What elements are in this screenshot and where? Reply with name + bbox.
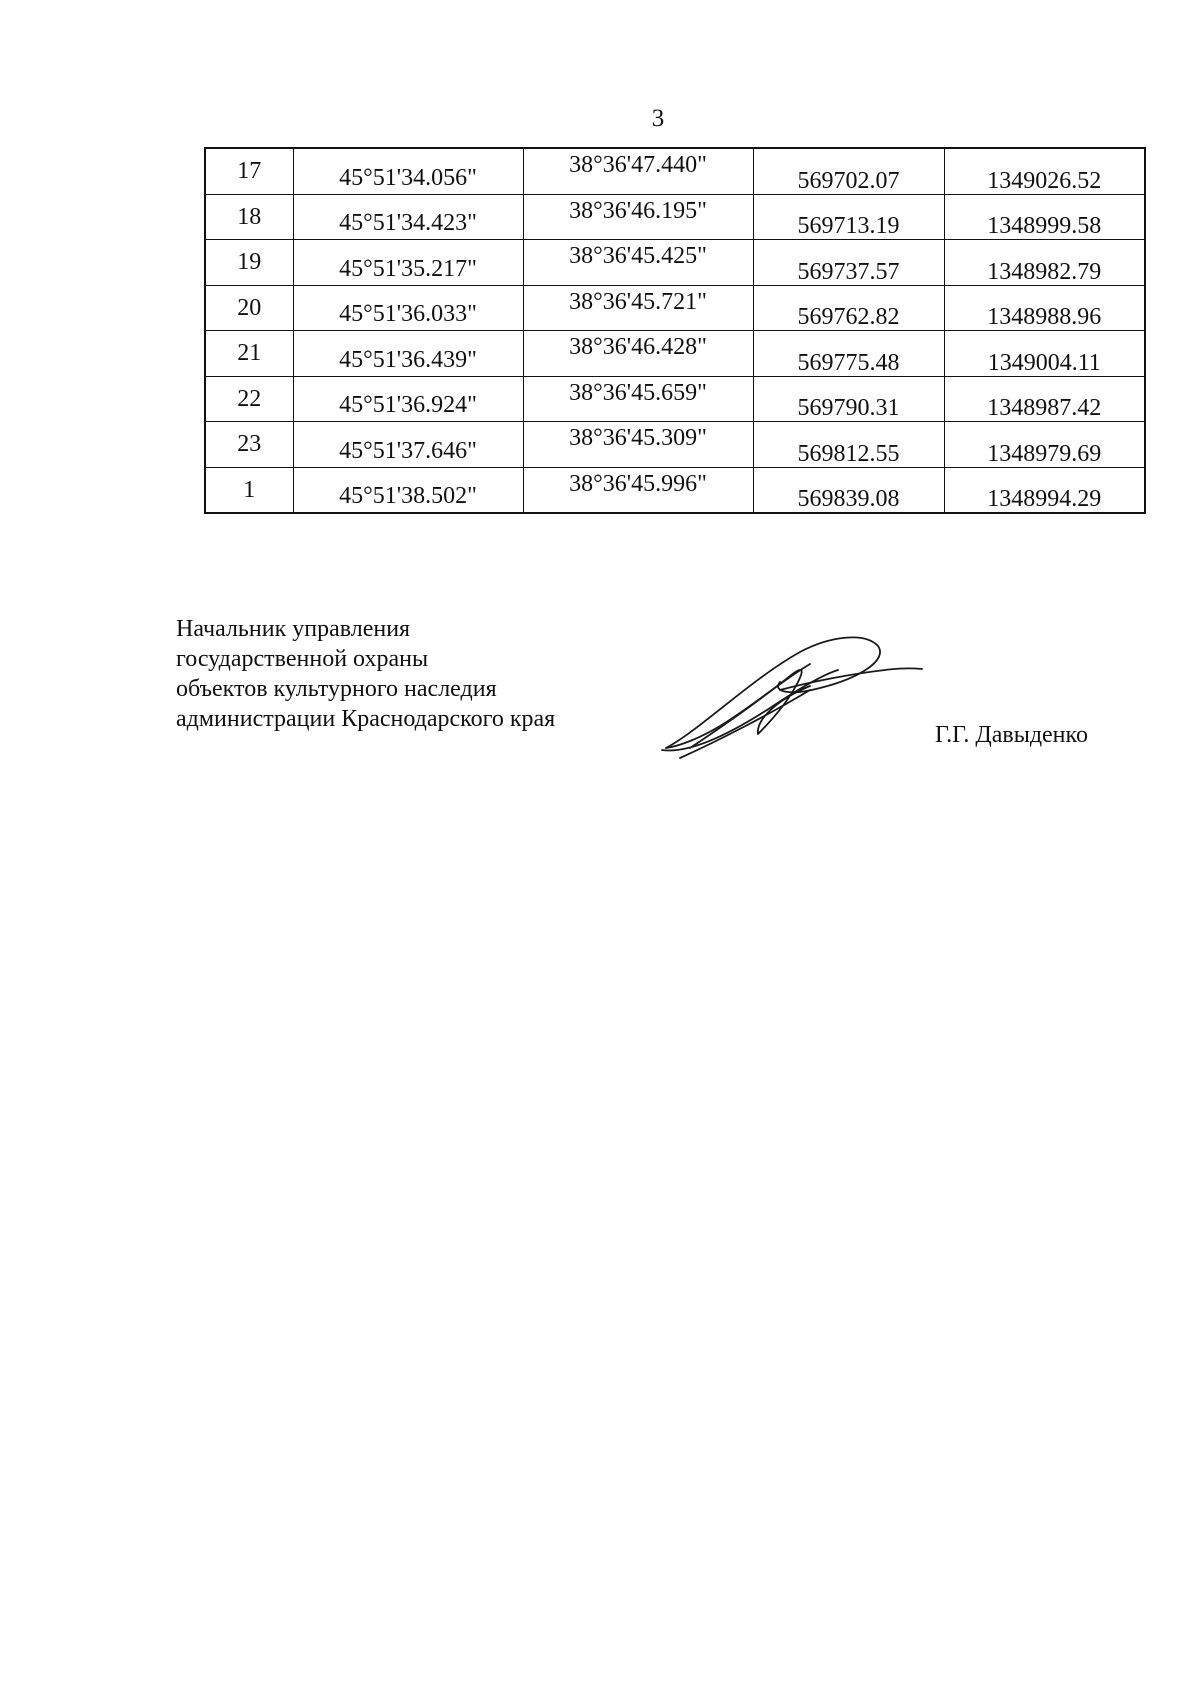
x-coordinate-value: 569812.55: [797, 440, 900, 467]
y-coordinate-value: 1348999.58: [987, 213, 1102, 239]
x-coordinate-value: 569775.48: [797, 349, 900, 376]
y-coordinate-cell: [944, 422, 1145, 468]
y-coordinate-value: 1348979.69: [987, 440, 1102, 467]
latitude-cell: [293, 148, 523, 194]
x-coordinate-cell: [753, 331, 944, 377]
point-number-cell: [205, 194, 293, 240]
table-row: [205, 148, 1145, 194]
latitude-cell: [293, 376, 523, 422]
point-number: 20: [237, 294, 262, 321]
signatory-name: Г.Г. Давыденко: [935, 722, 1088, 748]
x-coordinate-cell: [753, 285, 944, 331]
point-number: 18: [237, 203, 262, 230]
handwritten-signature: [660, 630, 930, 760]
point-number-cell: [205, 376, 293, 422]
longitude-cell: [523, 240, 753, 286]
y-coordinate-cell: [944, 285, 1145, 331]
page-number: 3: [651, 105, 665, 132]
longitude-cell: [523, 194, 753, 240]
x-coordinate-value: 569737.57: [797, 258, 900, 285]
y-coordinate-value: 1348994.29: [987, 486, 1102, 512]
latitude-cell: [293, 194, 523, 240]
x-coordinate-cell: [753, 422, 944, 468]
x-coordinate-cell: [753, 240, 944, 286]
y-coordinate-cell: [944, 467, 1145, 513]
point-number-cell: [205, 467, 293, 513]
y-coordinate-value: 1348988.96: [987, 304, 1102, 330]
point-number-cell: [205, 148, 293, 194]
point-number-cell: [205, 331, 293, 377]
longitude-value: 38°36'46.428": [569, 334, 707, 360]
table-row: [205, 240, 1145, 286]
longitude-cell: [523, 331, 753, 377]
table-row: [205, 194, 1145, 240]
point-number: 22: [237, 385, 262, 412]
y-coordinate-cell: [944, 376, 1145, 422]
x-coordinate-cell: [753, 148, 944, 194]
y-coordinate-cell: [944, 148, 1145, 194]
latitude-value: 45°51'36.033": [339, 301, 477, 327]
longitude-value: 38°36'45.996": [569, 470, 707, 497]
longitude-value: 38°36'47.440": [569, 152, 707, 178]
table-row: [205, 376, 1145, 422]
latitude-cell: [293, 422, 523, 468]
point-number: 19: [237, 249, 262, 275]
y-coordinate-cell: [944, 240, 1145, 286]
y-coordinate-value: 1349004.11: [987, 349, 1101, 376]
latitude-cell: [293, 467, 523, 513]
signatory-title-line: администрации Краснодарского края: [176, 706, 556, 732]
y-coordinate-value: 1348987.42: [987, 395, 1102, 421]
latitude-cell: [293, 331, 523, 377]
latitude-value: 45°51'36.924": [339, 392, 477, 418]
x-coordinate-cell: [753, 194, 944, 240]
signatory-title: [176, 614, 555, 734]
x-coordinate-value: 569713.19: [797, 213, 900, 239]
longitude-cell: [523, 422, 753, 468]
point-number: 17: [237, 158, 262, 184]
coordinates-table: [204, 147, 1146, 514]
table-row: [205, 285, 1145, 331]
x-coordinate-value: 569762.82: [797, 304, 900, 330]
y-coordinate-value: 1348982.79: [987, 258, 1102, 285]
table-row: [205, 331, 1145, 377]
x-coordinate-value: 569702.07: [797, 167, 900, 194]
longitude-value: 38°36'45.425": [569, 243, 707, 269]
latitude-value: 45°51'34.056": [339, 164, 477, 191]
point-number: 21: [237, 340, 262, 366]
x-coordinate-value: 569790.31: [797, 395, 900, 421]
x-coordinate-cell: [753, 467, 944, 513]
longitude-value: 38°36'45.659": [569, 379, 707, 406]
point-number: 23: [237, 431, 262, 457]
y-coordinate-cell: [944, 331, 1145, 377]
latitude-value: 45°51'37.646": [339, 437, 477, 464]
point-number-cell: [205, 240, 293, 286]
y-coordinate-cell: [944, 194, 1145, 240]
point-number-cell: [205, 285, 293, 331]
y-coordinate-value: 1349026.52: [987, 167, 1102, 194]
latitude-value: 45°51'35.217": [339, 255, 477, 282]
latitude-value: 45°51'38.502": [339, 483, 477, 509]
point-number: 1: [243, 476, 256, 503]
longitude-value: 38°36'45.309": [569, 425, 707, 451]
signatory-title-line: Начальник управления: [176, 616, 411, 642]
latitude-cell: [293, 240, 523, 286]
longitude-cell: [523, 376, 753, 422]
signatory-title-line: государственной охраны: [176, 646, 429, 672]
latitude-cell: [293, 285, 523, 331]
table-row: [205, 467, 1145, 513]
longitude-value: 38°36'45.721": [569, 288, 707, 315]
table-row: [205, 422, 1145, 468]
latitude-value: 45°51'34.423": [339, 210, 477, 236]
longitude-value: 38°36'46.195": [569, 197, 707, 224]
longitude-cell: [523, 148, 753, 194]
x-coordinate-cell: [753, 376, 944, 422]
latitude-value: 45°51'36.439": [339, 346, 477, 373]
coordinates-table-body: [205, 148, 1145, 513]
longitude-cell: [523, 467, 753, 513]
point-number-cell: [205, 422, 293, 468]
signatory-title-line: объектов культурного наследия: [176, 676, 497, 702]
longitude-cell: [523, 285, 753, 331]
x-coordinate-value: 569839.08: [797, 486, 900, 512]
